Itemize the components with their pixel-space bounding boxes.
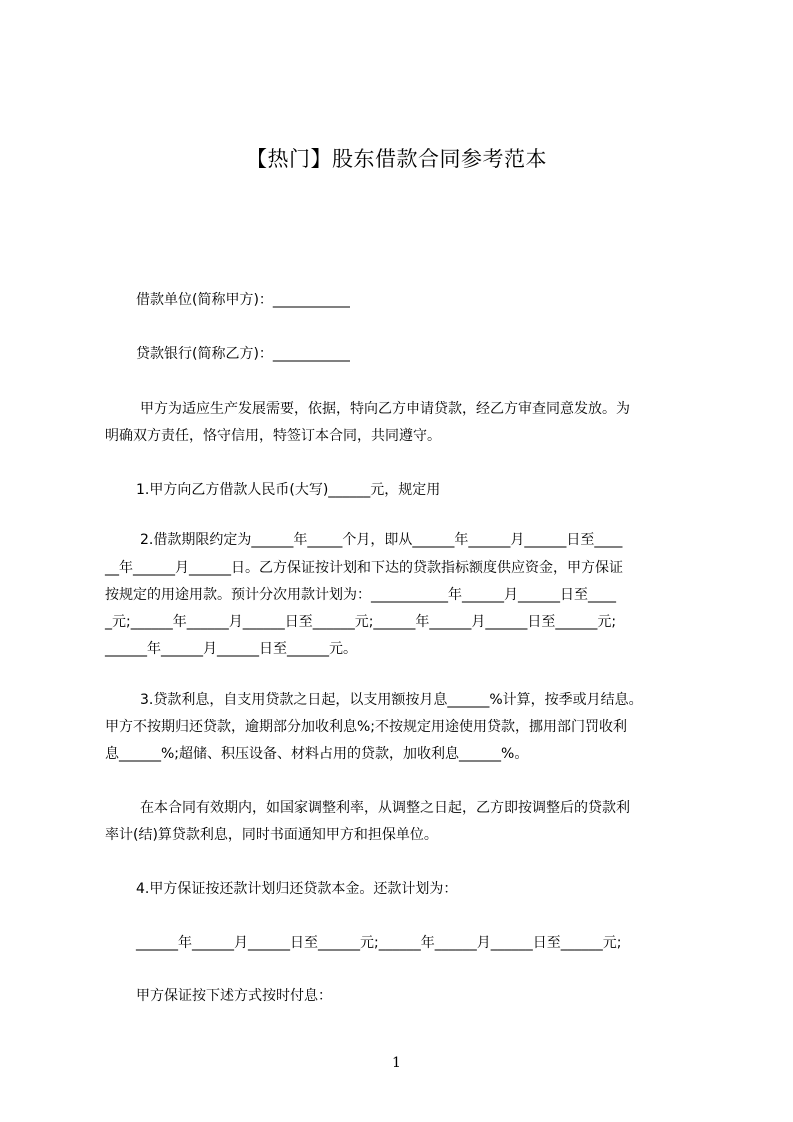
clause-2-line-2: __年______月______日。乙方保证按计划和下达的贷款指标额度供应资金，甲方保证	[105, 560, 623, 576]
clause-1-line: 1.甲方向乙方借款人民币(大写)______元，规定用	[136, 482, 441, 498]
lending-bank-line: 贷款银行(简称乙方)：___________	[136, 346, 350, 362]
clause-3-line-2: 甲方不按期归还贷款，逾期部分加收利息%;不按规定用途使用贷款，挪用部门罚收利	[105, 719, 628, 735]
document-title: 【热门】股东借款合同参考范本	[246, 147, 547, 171]
preamble-line-1: 甲方为适应生产发展需要，依据，特向乙方申请贷款，经乙方审查同意发放。为	[140, 401, 630, 417]
interest-payment-line: 甲方保证按下述方式按时付息：	[136, 988, 332, 1004]
preamble-line-2: 明确双方责任，恪守信用，特签订本合同，共同遵守。	[105, 428, 441, 444]
borrower-unit-line: 借款单位(简称甲方)：___________	[136, 292, 350, 308]
clause-2-line-5: ______年______月______日至______元。	[105, 641, 357, 657]
clause-3-line-3: 息______%;超储、积压设备、材料占用的贷款，加收利息______%。	[105, 746, 529, 762]
clause-2-line-3: 按规定的用途用款。预计分次用款计划为：___________年______月______日至____	[105, 587, 616, 603]
clause-2-line-1: 2.借款期限约定为______年_____个月，即从______年______月______日至____	[140, 532, 623, 548]
rate-adjust-line-1: 在本合同有效期内，如国家调整利率，从调整之日起，乙方即按调整后的贷款利	[140, 800, 630, 816]
rate-adjust-line-2: 率计(结)算贷款利息，同时书面通知甲方和担保单位。	[105, 827, 438, 843]
clause-3-line-1: 3.贷款利息，自支用贷款之日起，以支用额按月息______%计算，按季或月结息。	[140, 692, 643, 708]
clause-4-line: 4.甲方保证按还款计划归还贷款本金。还款计划为：	[136, 881, 458, 897]
page-number: 1	[392, 1055, 401, 1071]
clause-2-line-4: _元;______年______月______日至______元;______年______月______日至______元;	[105, 614, 617, 630]
repayment-schedule-line: ______年______月______日至______元;______年______月______日至______元;	[136, 935, 622, 951]
